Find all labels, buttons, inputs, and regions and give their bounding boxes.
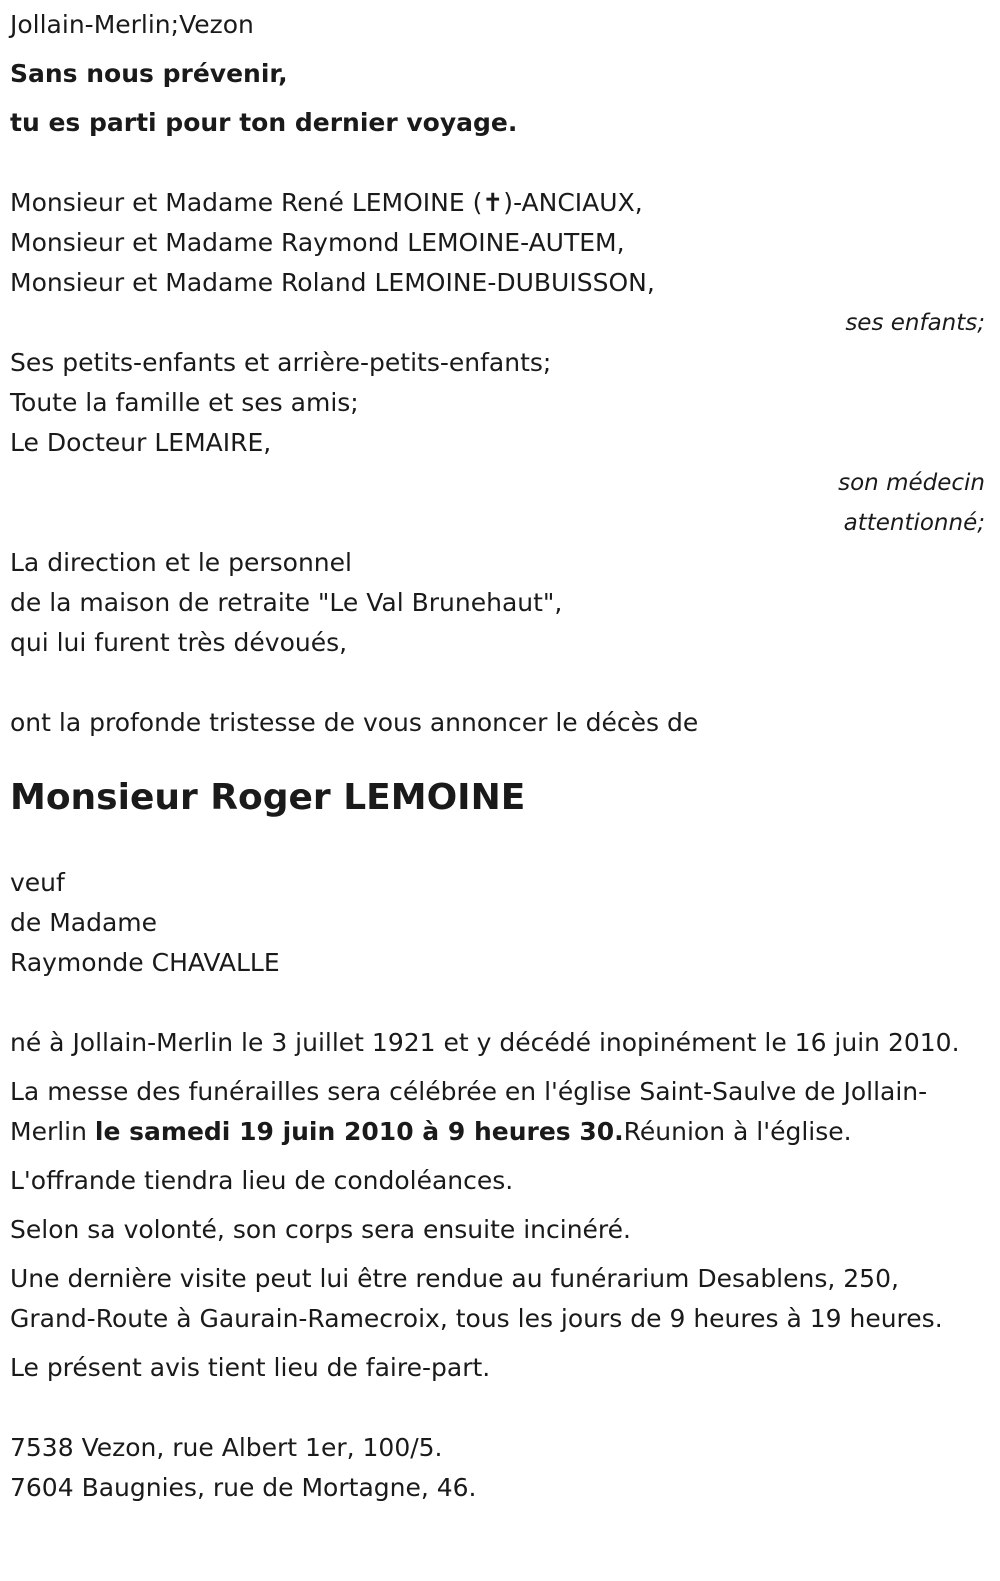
announcement-text: ont la profonde tristesse de vous annoncer le décès de [10, 708, 699, 737]
staff-line: qui lui furent très dévoués, [10, 628, 348, 657]
doctor-role-line-2: attentionné; [843, 510, 985, 536]
cremation-text: Selon sa volonté, son corps sera ensuite incinéré. [10, 1215, 631, 1244]
funeral-suffix: Réunion à l'église. [623, 1117, 852, 1146]
children-block [10, 183, 985, 343]
obituary-notice [10, 0, 985, 1508]
addresses-block [10, 1428, 985, 1508]
child-line: Monsieur et Madame Roland LEMOINE-DUBUISSON, [10, 268, 655, 297]
child-line: Monsieur et Madame René LEMOINE (✝)-ANCIAUX, [10, 188, 643, 217]
widow-line: Raymonde CHAVALLE [10, 948, 280, 977]
address-line: 7538 Vezon, rue Albert 1er, 100/5. [10, 1433, 443, 1462]
visit-text: Une dernière visite peut lui être rendue au funérarium Desablens, 250, Grand-Route à Gaurain-Ramecroix, tous les jours de 9 heures à 19 heures. [10, 1264, 943, 1333]
birth-death-text: né à Jollain-Merlin le 3 juillet 1921 et y décédé inopinément le 16 juin 2010. [10, 1028, 960, 1057]
family-block [10, 343, 985, 543]
epitaph-line-2: tu es parti pour ton dernier voyage. [10, 108, 518, 137]
doctor-role-line-1: son médecin [838, 470, 985, 496]
notice-text: Le présent avis tient lieu de faire-part. [10, 1353, 491, 1382]
staff-block [10, 543, 985, 663]
offering-text: L'offrande tiendra lieu de condoléances. [10, 1166, 514, 1195]
funeral-text [10, 1072, 985, 1152]
widow-line: de Madame [10, 908, 158, 937]
family-line: Le Docteur LEMAIRE, [10, 428, 272, 457]
family-line: Ses petits-enfants et arrière-petits-enfants; [10, 348, 552, 377]
funeral-date: le samedi 19 juin 2010 à 9 heures 30. [94, 1117, 624, 1146]
deceased-name: Monsieur Roger LEMOINE [10, 777, 526, 818]
widow-block [10, 863, 985, 983]
children-role: ses enfants; [845, 310, 985, 336]
location-header: Jollain-Merlin;Vezon [10, 10, 254, 39]
family-line: Toute la famille et ses amis; [10, 388, 359, 417]
staff-line: La direction et le personnel [10, 548, 352, 577]
widow-line: veuf [10, 868, 65, 897]
address-line: 7604 Baugnies, rue de Mortagne, 46. [10, 1473, 477, 1502]
child-line: Monsieur et Madame Raymond LEMOINE-AUTEM, [10, 228, 625, 257]
funeral-prefix: La messe des funérailles sera célébrée en l'église Saint-Saulve de Jollain-Merlin [10, 1077, 928, 1146]
epitaph-line-1: Sans nous prévenir, [10, 59, 288, 88]
staff-line: de la maison de retraite "Le Val Brunehaut", [10, 588, 563, 617]
